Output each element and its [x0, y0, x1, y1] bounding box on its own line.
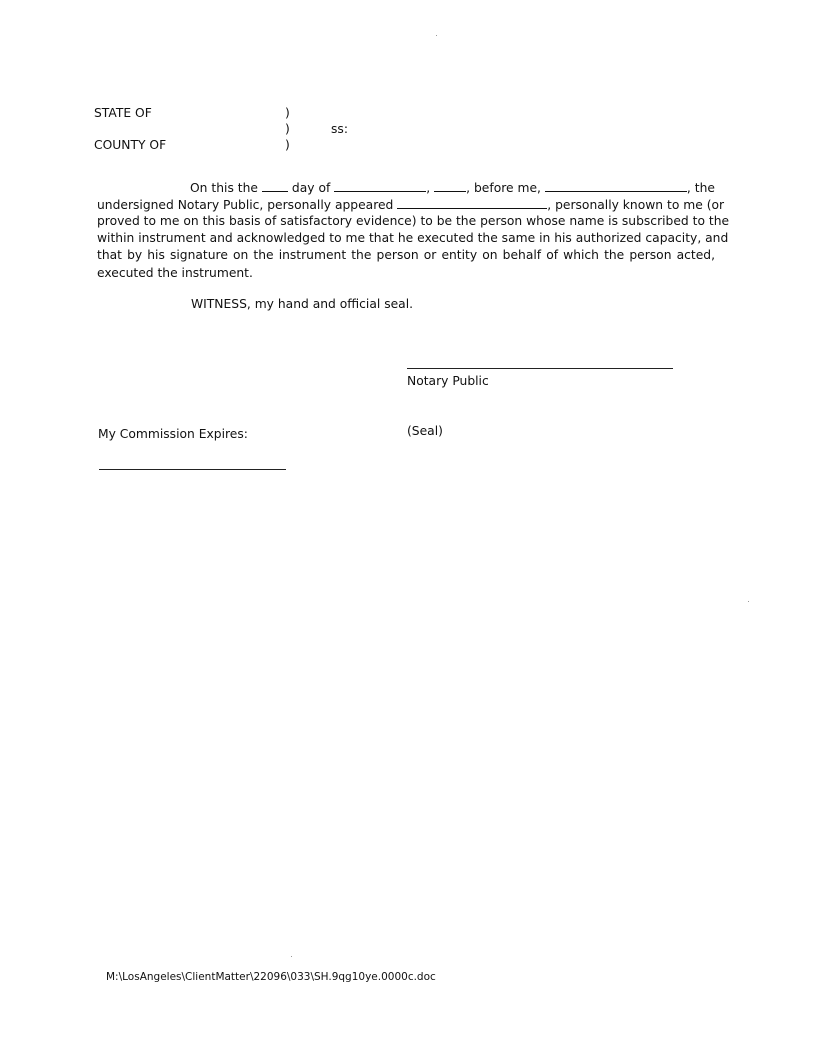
footer-file-path: M:\LosAngeles\ClientMatter\22096\033\SH.9qg10ye.0000c.doc — [106, 971, 436, 983]
commission-expires-label: My Commission Expires: — [98, 427, 248, 441]
ack-line-3: proved to me on this basis of satisfactory evidence) to be the person whose name is subscribed to the — [97, 214, 730, 228]
commission-date-line[interactable] — [99, 469, 286, 470]
seal-label: (Seal) — [407, 424, 443, 438]
ack-text: undersigned Notary Public, personally appeared — [97, 198, 394, 212]
ack-line-4: within instrument and acknowledged to me that he executed the same in his authorized capacity, and — [97, 231, 729, 245]
ack-text: On this the — [190, 181, 258, 195]
appearer-name-blank[interactable] — [397, 197, 547, 209]
ack-line-2 — [97, 197, 725, 213]
ack-line-6: executed the instrument. — [97, 266, 253, 280]
venue-paren: ) — [285, 138, 290, 152]
notary-public-label: Notary Public — [407, 374, 489, 388]
scan-speck — [436, 35, 437, 36]
notary-name-blank[interactable] — [545, 180, 687, 192]
county-label: COUNTY OF — [94, 138, 167, 152]
ack-text: , personally known to me (or — [547, 198, 725, 212]
ss-label: ss: — [331, 122, 348, 136]
ack-text: day of — [291, 181, 331, 195]
witness-text: WITNESS, my hand and official seal. — [191, 297, 414, 311]
scan-speck — [748, 601, 749, 602]
venue-paren: ) — [285, 122, 290, 136]
state-label: STATE OF — [94, 106, 152, 120]
ack-line-1 — [190, 180, 715, 196]
ack-text: , the — [686, 181, 715, 195]
day-blank[interactable] — [262, 180, 288, 192]
scan-speck — [291, 956, 292, 957]
ack-text: , before me, — [466, 181, 541, 195]
month-blank[interactable] — [334, 180, 426, 192]
ack-text: , — [426, 181, 431, 195]
ack-line-5: that by his signature on the instrument the person or entity on behalf of which the person acted, — [97, 248, 715, 262]
year-blank[interactable] — [434, 180, 466, 192]
venue-paren: ) — [285, 106, 290, 120]
notary-signature-line[interactable] — [407, 368, 673, 369]
